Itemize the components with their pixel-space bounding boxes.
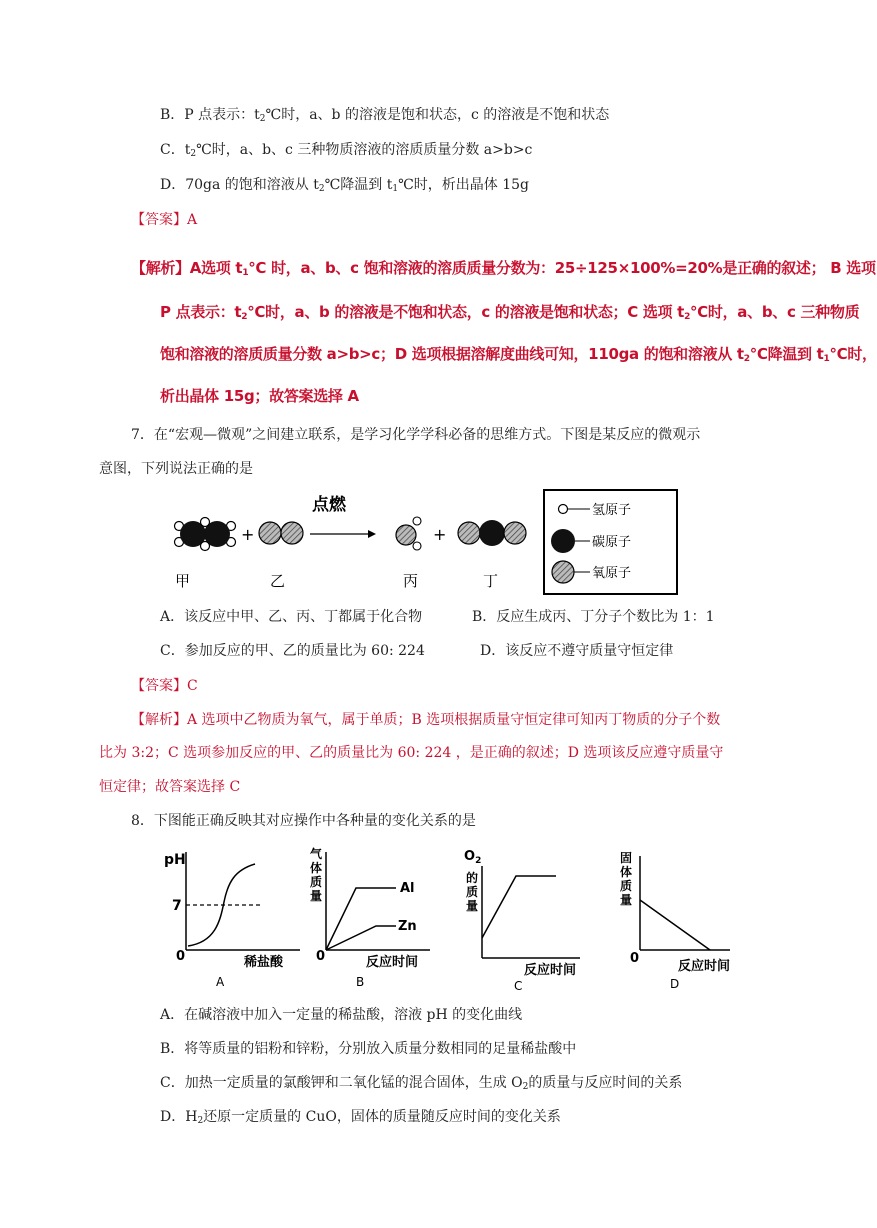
q8-option-b: B．将等质量的铝粉和锌粉，分别放入质量分数相同的足量稀盐酸中 (160, 1041, 577, 1057)
graph-b-series-zn: Zn (398, 919, 417, 934)
q7-stem-line1: 7．在“宏观—微观”之间建立联系，是学习化学学科必备的思维方式。下图是某反应的微观示 (131, 427, 701, 443)
legend-oxygen: 氧原子 (592, 566, 632, 581)
q6-analysis-line1: 【解析】A选项 $t_1℃$ 时，a、b、c 饱和溶液的溶质质量分数为：25÷125×100%=20%是正确的叙述； B 选项 (131, 259, 876, 278)
q8-option-c: C．加热一定质量的氯酸钾和二氧化锰的混合固体，生成 $O_2$的质量与反应时间的关系 (160, 1075, 683, 1092)
legend-box (544, 490, 677, 594)
plus-sign-2: + (433, 525, 447, 544)
plus-sign-1: + (241, 525, 255, 544)
graph-a-xlabel: 稀盐酸 (244, 955, 284, 970)
graph-c-line (482, 876, 556, 938)
q7-stem-line2: 意图，下列说法正确的是 (99, 461, 253, 477)
graph-d-ylabel-2: 质 (620, 879, 633, 893)
q7-analysis-line1: 【解析】A 选项中乙物质为氧气，属于单质；B 选项根据质量守恒定律可知丙丁物质的分子个数 (131, 712, 721, 728)
q7-option-d: D．该反应不遵守质量守恒定律 (480, 643, 674, 659)
graph-b-xlabel: 反应时间 (366, 955, 419, 970)
graph-b-ylabel-3: 量 (310, 889, 323, 903)
graph-b-series-al: Al (400, 881, 415, 896)
graph-c-ylabel-top: $O_2$ (464, 849, 482, 866)
molecule-ding (458, 520, 526, 546)
graph-b-line-al (326, 888, 396, 950)
graph-c-caption: C (514, 979, 523, 993)
molecule-yi (259, 522, 303, 544)
label-yi: 乙 (270, 572, 286, 590)
legend-hydrogen: 氢原子 (592, 503, 632, 518)
q8-stem: 8．下图能正确反映其对应操作中各种量的变化关系的是 (131, 813, 476, 829)
q6-analysis-line4: 析出晶体 15g；故答案选择 A (160, 387, 359, 405)
graph-d (620, 851, 730, 991)
graph-c-ylabel-2: 量 (466, 899, 479, 913)
graph-b-ylabel-1: 体 (310, 861, 323, 875)
q7-analysis-line2: 比为 3:2；C 选项参加反应的甲、乙的质量比为 60: 224 ，是正确的叙述；D 选项该反应遵守质量守 (99, 745, 724, 761)
label-ding: 丁 (483, 572, 499, 590)
graph-c-ylabel-1: 质 (466, 885, 479, 899)
q6-option-b: B．P 点表示：$t_2℃$时，a、b 的溶液是饱和状态，c 的溶液是不饱和状态 (160, 107, 610, 124)
graph-a-caption: A (216, 975, 225, 989)
q7-analysis-line3: 恒定律；故答案选择 C (99, 779, 241, 795)
graph-a-ylabel: pH (164, 852, 186, 868)
q7-option-b: B．反应生成丙、丁分子个数比为 1：1 (472, 609, 715, 625)
graph-d-ylabel-3: 量 (620, 893, 633, 907)
reaction-diagram (160, 486, 760, 598)
arrow-label: 点燃 (312, 495, 346, 515)
graph-a (164, 852, 300, 989)
graph-a-origin: 0 (176, 949, 186, 964)
q7-answer: 【答案】C (131, 678, 198, 694)
q8-option-d: D．$H_2$还原一定质量的 CuO，固体的质量随反应时间的变化关系 (160, 1109, 561, 1126)
graph-a-tick-7: 7 (172, 898, 182, 914)
q7-option-c: C．参加反应的甲、乙的质量比为 60: 224 (160, 643, 425, 659)
q6-option-d: D．70ga 的饱和溶液从 $t_2℃$降温到 $t_1℃$时，析出晶体 15g (160, 177, 529, 194)
graph-d-xlabel: 反应时间 (678, 959, 731, 974)
graph-c-ylabel-0: 的 (466, 871, 479, 885)
q7-option-a: A．该反应中甲、乙、丙、丁都属于化合物 (160, 609, 423, 625)
label-jia: 甲 (175, 572, 191, 590)
label-bing: 丙 (403, 572, 419, 590)
legend-carbon: 碳原子 (592, 535, 632, 550)
q6-answer: 【答案】A (131, 212, 198, 228)
graph-d-caption: D (670, 977, 680, 991)
graph-d-ylabel-0: 固 (620, 851, 633, 865)
graph-b-caption: B (356, 975, 365, 989)
graph-b-origin: 0 (316, 949, 326, 964)
q6-option-c: C．$t_2℃$时，a、b、c 三种物质溶液的溶质质量分数 a>b>c (160, 142, 533, 159)
q6-analysis-line3: 饱和溶液的溶质质量分数 a>b>c；D 选项根据溶解度曲线可知，110ga 的饱和溶液从 $t_2℃$降温到 $t_1℃$时， (160, 345, 877, 364)
graph-d-origin: 0 (630, 951, 640, 966)
q8-option-a: A．在碱溶液中加入一定量的稀盐酸，溶液 pH 的变化曲线 (160, 1007, 523, 1023)
molecule-bing (396, 517, 421, 550)
graph-b-ylabel-0: 气 (310, 847, 323, 861)
graph-c (464, 849, 580, 993)
q8-graphs (160, 842, 740, 992)
graph-b-ylabel-2: 质 (310, 875, 323, 889)
graph-b (310, 846, 430, 989)
q6-analysis-line2: P 点表示：$t_2℃$时，a、b 的溶液是不饱和状态，c 的溶液是饱和状态；C 选项 $t_2℃$时，a、b、c 三种物质 (160, 303, 860, 322)
graph-c-xlabel: 反应时间 (524, 963, 577, 978)
molecule-jia (175, 518, 236, 551)
graph-d-ylabel-1: 体 (620, 865, 633, 879)
graph-d-line (640, 900, 710, 950)
